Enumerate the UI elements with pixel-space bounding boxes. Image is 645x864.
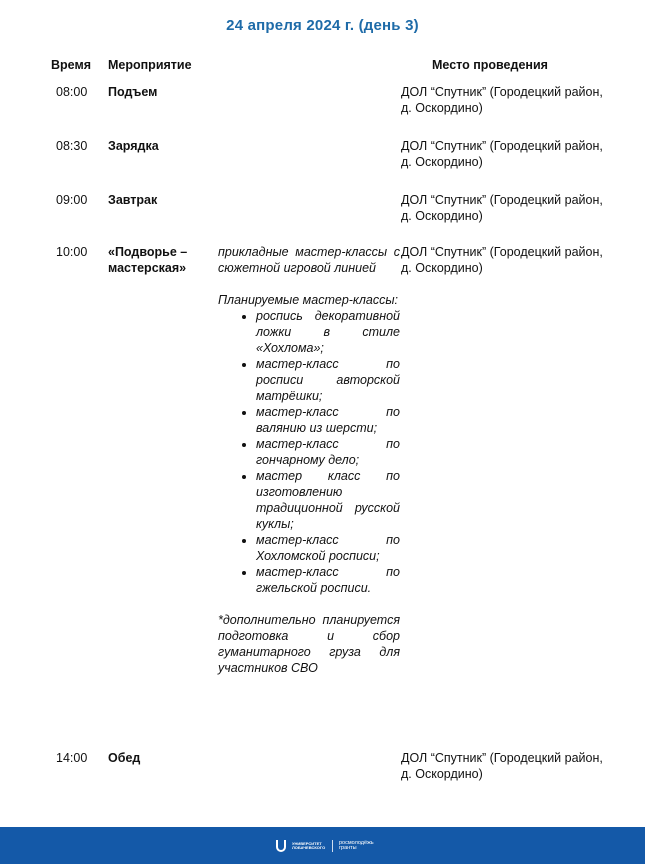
list-item: • мастер-класс по гончарному дело;: [256, 436, 400, 468]
row-event: «Подворье – мастерская»: [108, 245, 188, 275]
header-place: Место проведения: [432, 58, 548, 72]
row-time: 10:00: [56, 245, 88, 259]
list-item: • мастер-класс по росписи авторской матрёшки;: [256, 356, 400, 404]
list-item: • мастер-класс по валянию из шерсти;: [256, 404, 400, 436]
header-event: Мероприятие: [108, 58, 192, 72]
list-item: • мастер-класс по гжельской росписи.: [256, 564, 400, 596]
workshop-note: *дополнительно планируется подготовка и сбор гуманитарного груза для участников СВО: [218, 613, 400, 675]
row-time: 08:00: [56, 85, 88, 99]
list-item: • мастер-класс по Хохломской росписи;: [256, 532, 400, 564]
workshop-planned-heading: Планируемые мастер-классы:: [218, 293, 399, 307]
workshop-list: [218, 308, 400, 596]
row-place: ДОЛ “Спутник” (Городецкий район, д. Оскордино): [401, 193, 603, 223]
university-logo-text: УНИВЕРСИТЕТ ЛОБАЧЕВСКОГО: [292, 840, 326, 850]
row-time: 14:00: [56, 751, 88, 765]
row-event: Завтрак: [108, 193, 158, 207]
row-place: ДОЛ “Спутник” (Городецкий район, д. Оскордино): [401, 245, 603, 275]
row-place: ДОЛ “Спутник” (Городецкий район, д. Оскордино): [401, 751, 603, 781]
row-place: ДОЛ “Спутник” (Городецкий район, д. Оскордино): [401, 85, 603, 115]
row-place: ДОЛ “Спутник” (Городецкий район, д. Оскордино): [401, 139, 603, 169]
header-time: Время: [51, 58, 91, 72]
footer-logos: [276, 839, 379, 853]
workshop-intro: прикладные мастер-классы с сюжетной игровой линией: [218, 245, 400, 275]
row-time: 09:00: [56, 193, 88, 207]
workshop-description: [218, 244, 400, 676]
row-time: 08:30: [56, 139, 88, 153]
footer-banner: [0, 827, 645, 864]
rosmolodezh-logo-text: росмолодёжь гранты: [339, 840, 374, 851]
row-event: Подъем: [108, 85, 158, 99]
page-title: 24 апреля 2024 г. (день 3): [226, 17, 419, 34]
university-logo-icon: [276, 840, 286, 852]
list-item: • мастер класс по изготовлению традиционной русской куклы;: [256, 468, 400, 532]
row-event: Обед: [108, 751, 141, 765]
logo-divider: [332, 840, 333, 852]
row-event: Зарядка: [108, 139, 159, 153]
list-item: • роспись декоративной ложки в стиле «Хохлома»;: [256, 308, 400, 356]
